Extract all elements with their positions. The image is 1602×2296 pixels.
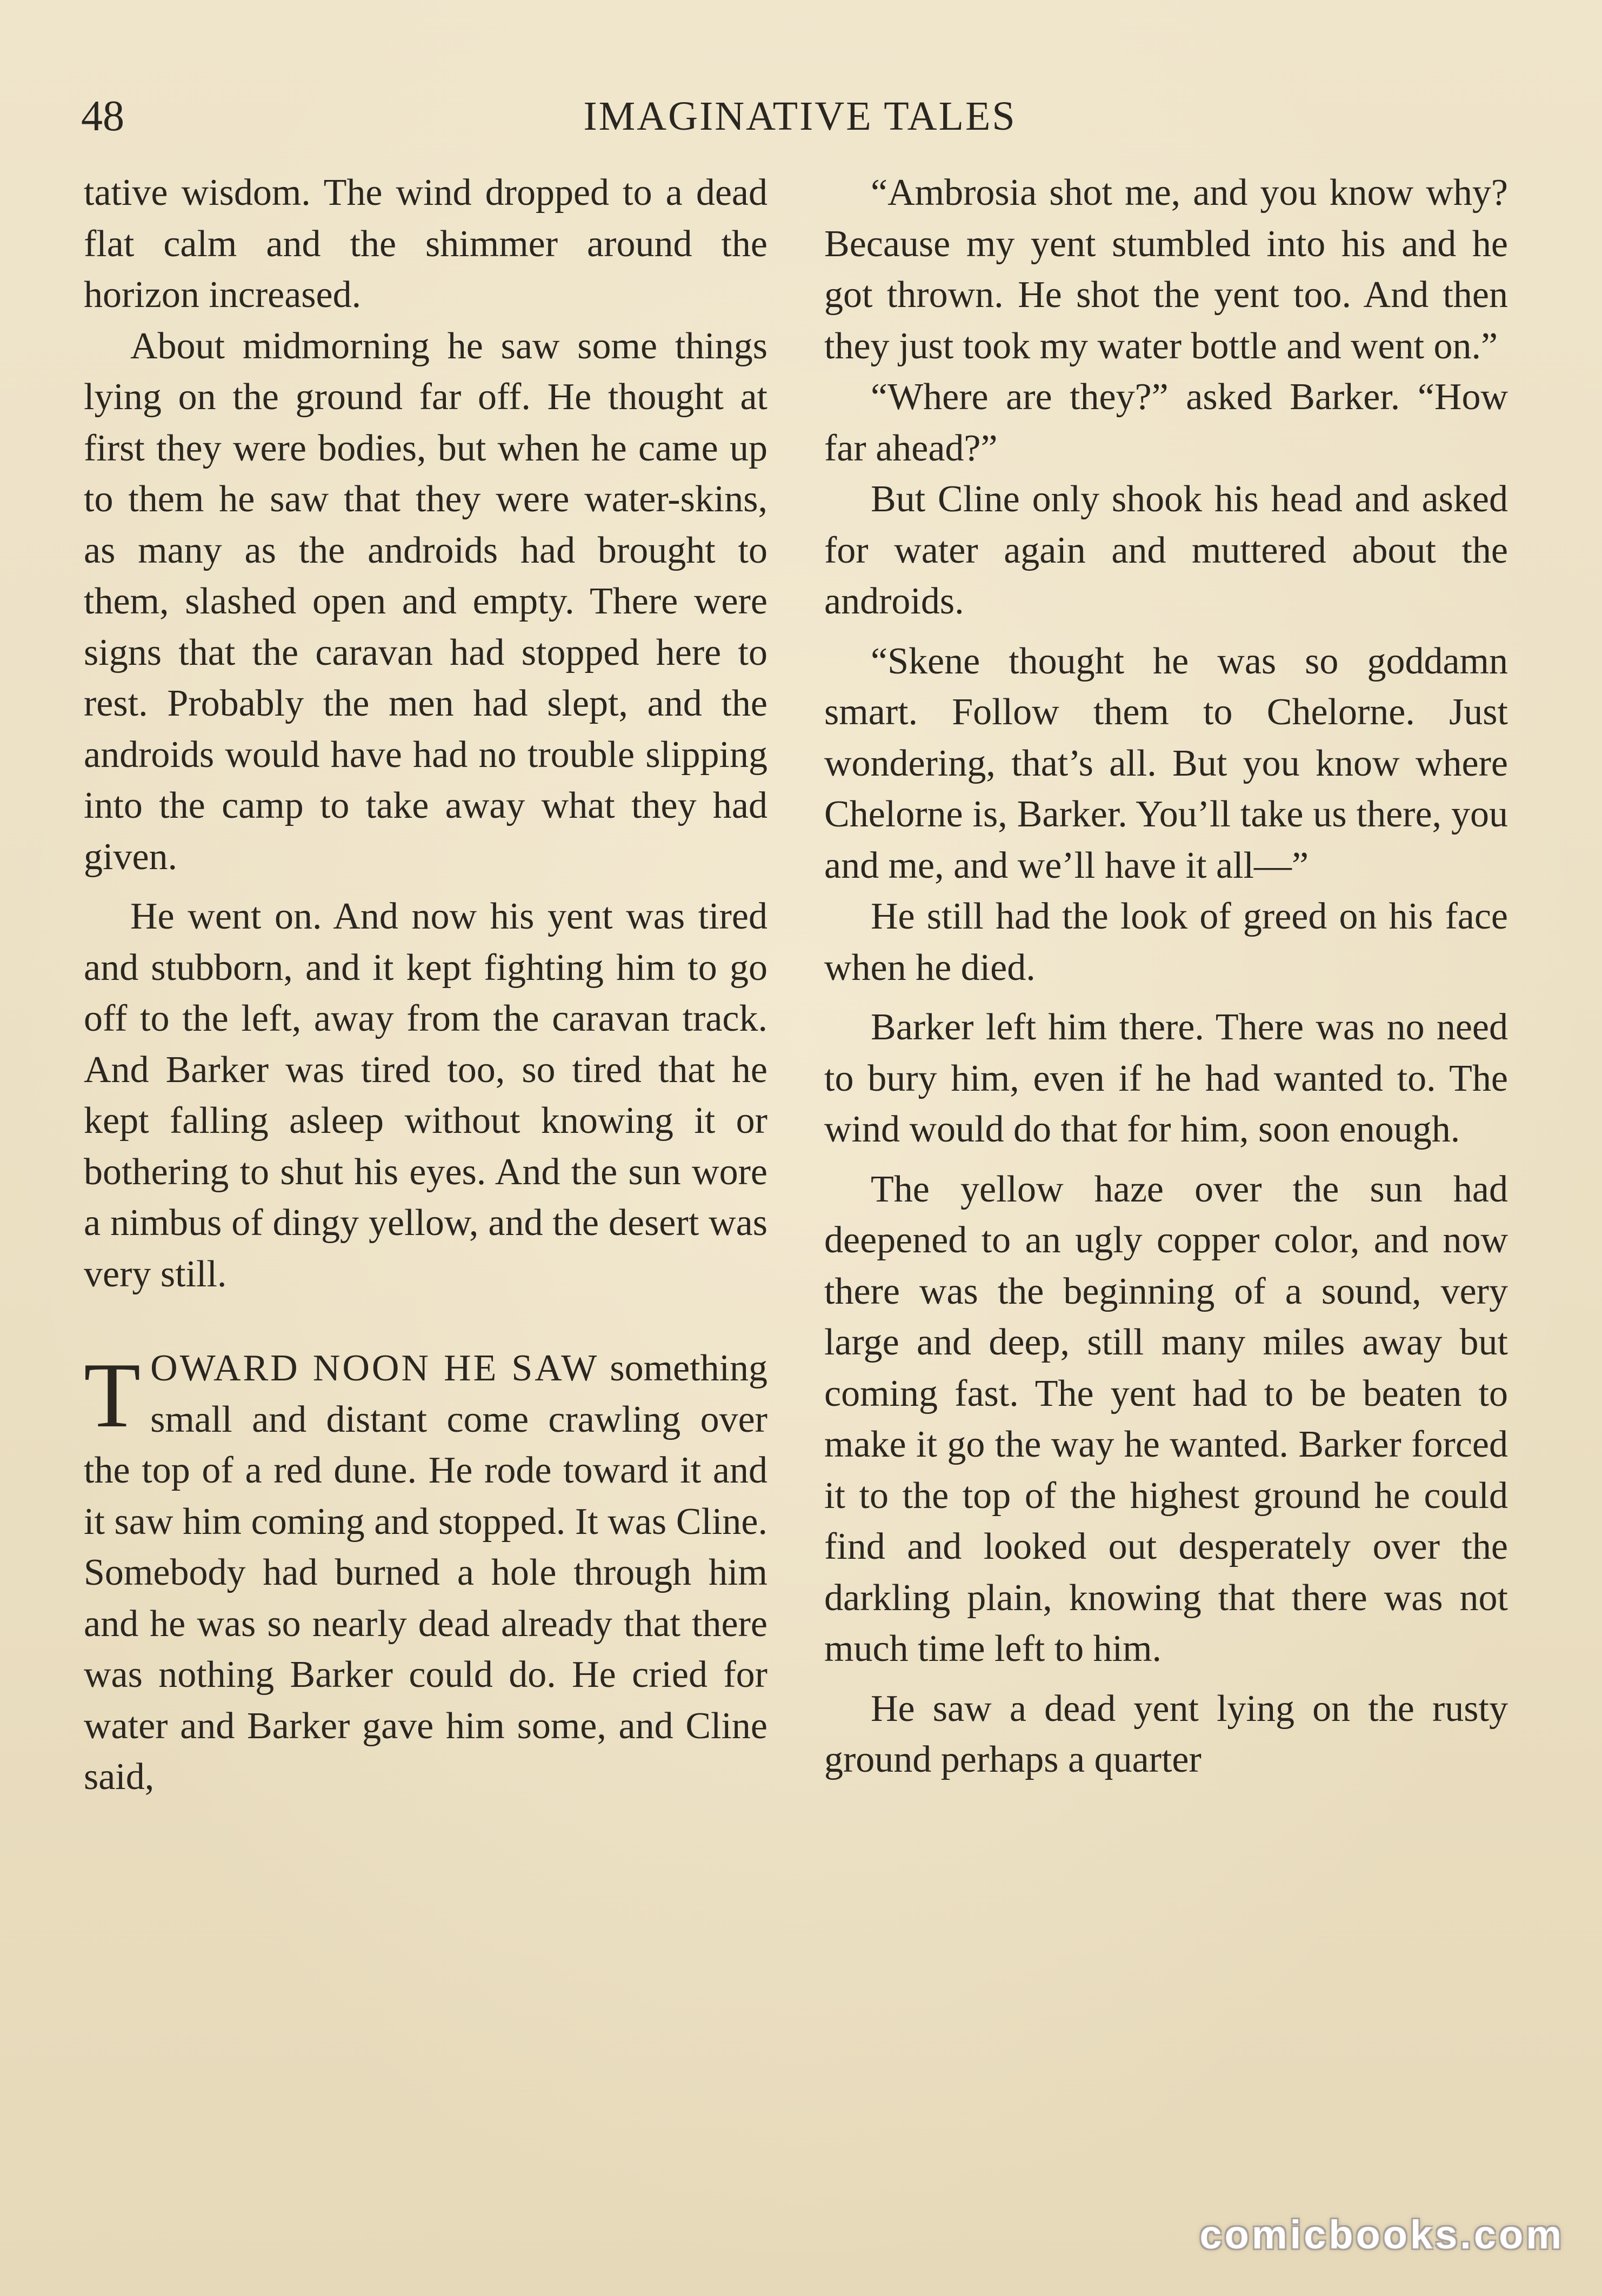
section-text: something small and distant come crawling over the top of a red dune. He rode toward it and it saw him coming and stopped. It was Cline. Somebody had burned a hole through him and he was so nearly dead already that there was nothing Barker could do. He cried for water and Barker gave him some, and Cline said, bbox=[84, 1347, 768, 1798]
paragraph: He saw a dead yent lying on the rusty ground perhaps a quarter bbox=[824, 1687, 1508, 1780]
section-paragraph bbox=[84, 1343, 767, 1803]
paragraph: But Cline only shook his head and asked for water again and muttered about the androids. bbox=[824, 478, 1508, 622]
paragraph: Barker left him there. There was no need to bury him, even if he had wanted to. The wind would do that for him, soon enough. bbox=[824, 1006, 1508, 1150]
paragraph: “Where are they?” asked Barker. “How far ahead?” bbox=[824, 376, 1508, 469]
page-header bbox=[81, 86, 1519, 146]
paragraph: “Skene thought he was so goddamn smart. Follow them to Chelorne. Just wondering, that’s all. But you know where Chelorne is, Barker. You’ll take us there, you and me, and we’ll have it all—” bbox=[824, 640, 1508, 886]
watermark-logo: comicbooks.com bbox=[1199, 2212, 1564, 2257]
section-lead-in: OWARD NOON HE SAW bbox=[150, 1347, 599, 1389]
drop-cap: T bbox=[84, 1344, 141, 1447]
paragraph: He still had the look of greed on his face when he died. bbox=[824, 896, 1508, 989]
running-title: IMAGINATIVE TALES bbox=[583, 94, 1017, 139]
paragraph: He went on. And now his yent was tired and stubborn, and it kept fighting him to go off to the left, away from the caravan track. And Barker was tired too, so tired that he kept falling asleep without knowing it or bothering to shut his eyes. And the sun wore a nimbus of dingy yellow, and the desert was very still. bbox=[84, 896, 767, 1295]
paragraph: tative wisdom. The wind dropped to a dead flat calm and the shimmer around the horizon increased. bbox=[84, 172, 767, 316]
paragraph: “Ambrosia shot me, and you know why? Because my yent stumbled into his and he got thrown. He shot the yent too. And then they just took my water bottle and went on.” bbox=[824, 172, 1508, 367]
page-number: 48 bbox=[81, 92, 124, 140]
paragraph: About midmorning he saw some things lying on the ground far off. He thought at first they were bodies, but when he came up to them he saw that they were water-skins, as many as the androids had brought to them, slashed open and empty. There were signs that the caravan had stopped here to rest. Probably the men had slept, and the androids would have had no trouble slipping into the camp to take away what they had given. bbox=[84, 325, 767, 878]
left-text-column bbox=[84, 168, 767, 1803]
paragraph: The yellow haze over the sun had deepened to an ugly copper color, and now there was the beginning of a sound, very large and deep, still many miles away but coming fast. The yent had to be beaten to make it go the way he wanted. Barker forced it to the top of the highest ground he could find and looked out desperately over the darkling plain, knowing that there was not much time left to him. bbox=[824, 1168, 1508, 1670]
right-text-column bbox=[824, 168, 1508, 1786]
